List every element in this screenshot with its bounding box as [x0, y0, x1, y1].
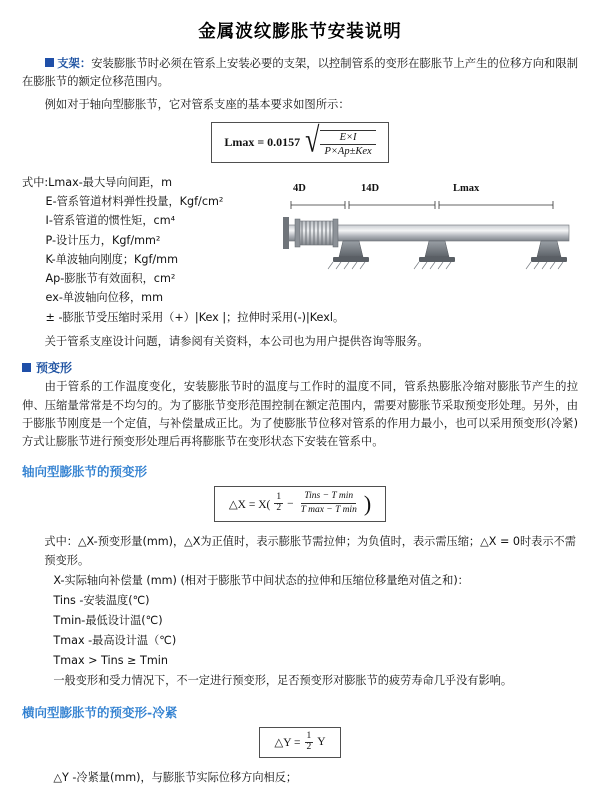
page-title: 金属波纹膨胀节安装说明: [198, 22, 402, 42]
lateral-predeform-formula: [22, 727, 578, 758]
axial-note: 一般变形和受力情况下，不一定进行预变形，足否预变形对膨胀节的疲劳寿命几乎没有影响。: [53, 674, 513, 688]
axial-formula-lhs: △X = X(: [228, 498, 271, 511]
axial-predeform-subhead: 轴向型膨胀节的预变形: [22, 463, 148, 479]
expansion-joint-figure: [283, 169, 583, 277]
lmax-formula: [22, 122, 578, 163]
predeform-section-heading: [22, 359, 578, 376]
lateral-formula-lhs: △Y =: [274, 737, 301, 750]
figure-label-14d: 14D: [361, 182, 380, 194]
bracket-section-paragraph: [22, 55, 578, 92]
lmax-numerator: E×I: [320, 132, 375, 145]
figure-drawing: [283, 199, 573, 277]
one-half-fraction: $\frac{1}{2}$: [306, 731, 312, 752]
axial-note: 式中：△X-预变形量(mm)，△X为正值时，表示膨胀节需拉伸；为负值时，表示需压缩；△X = 0时表示不需预变形。: [44, 534, 576, 568]
bracket-para3: 关于管系支座设计问题，请参阅有关资料，本公司也为用户提供咨询等服务。: [44, 335, 429, 349]
axial-note: Tins -安装温度(℃): [53, 594, 150, 608]
axial-note: X-实际轴向补偿量 (mm) (相对于膨胀节中间状态的拉伸和压缩位移量绝对值之和)：: [53, 574, 469, 588]
lmax-denominator: P×Ap±Kex: [324, 145, 372, 157]
figure-labels: [283, 183, 583, 199]
axial-predeform-notes: [22, 532, 578, 692]
definition-item: ± -膨胀节受压缩时采用（+）|Kex |；拉伸时采用(-)|Kexl。: [45, 310, 345, 324]
definition-item: I-管系管道的惯性矩，cm⁴: [45, 214, 176, 228]
predeform-marker-icon: [22, 363, 31, 372]
figure-label-4d: 4D: [293, 182, 306, 194]
definition-item: ex-单波轴向位移，mm: [45, 291, 163, 305]
figure-label-lmax: Lmax: [453, 182, 480, 194]
sqrt-icon: √ $\frac{E\times I}{\text{P×Ap±Kex}}$: [305, 128, 376, 157]
definitions-and-figure: [22, 169, 578, 327]
lateral-formula-box: [259, 727, 340, 758]
lmax-formula-box: [211, 122, 388, 163]
bracket-marker-icon: [45, 58, 54, 67]
lateral-formula-rhs: Y: [317, 736, 326, 749]
definition-item: E-管系管道材料弹性投量，Kgf/cm²: [45, 195, 224, 209]
axial-predeform-formula: [22, 486, 578, 522]
one-half-fraction: 1 2: [276, 492, 282, 513]
bracket-para1: 安装膨胀节时必须在管系上安装必要的支架，以控制管系的变形在膨胀节上产生的位移方向和限制在膨胀节的额定位移范围内。: [22, 57, 578, 89]
axial-formula-rparen: ): [363, 490, 372, 516]
predeform-para1: 由于管系的工作温度变化，安装膨胀节时的温度与工作时的温度不同，管系热膨胀冷缩对膨胀节产生的拉伸、压缩量常常是不均匀的。为了膨胀节变形范围控制在额定范围内，需要对膨胀节采取预变形处理。另外，由于膨胀节刚度是一个定值，与补偿量成正比。为了使膨胀节位移对管系的作用力最小，也可以采用预变形(冷紧)方式让膨胀节进行预变形处理后再将膨胀节在变形状态下安装在管系中。: [22, 380, 578, 449]
axial-formula-minus: −: [287, 497, 294, 510]
axial-formula-box: [214, 486, 386, 522]
predeform-heading-text: 预变形: [36, 361, 73, 376]
axial-note: Tmin-最低设计温(℃): [53, 614, 163, 628]
lateral-note: △Y -冷紧量(mm)，与膨胀节实际位移方向相反；: [53, 770, 298, 784]
definition-item: K-单波轴向刚度；Kgf/mm: [45, 252, 178, 266]
axial-note: Tmax -最高设计温（℃): [53, 634, 177, 648]
lateral-predeform-notes: [22, 768, 578, 788]
lmax-fraction: [320, 130, 375, 157]
definition-item: 式中:Lmax-最大导向间距，m: [22, 175, 172, 189]
temperature-fraction: Tins − T min T max − T min: [300, 491, 357, 515]
bracket-heading: 支架：: [57, 57, 92, 70]
definition-item: Ap-膨胀节有效面积，cm²: [45, 272, 176, 286]
axial-note: Tmax > Tins ≥ Tmin: [53, 654, 168, 668]
definition-item: P-设计压力，Kgf/mm²: [45, 233, 161, 247]
lmax-formula-lhs: Lmax = 0.0157: [224, 134, 301, 149]
lateral-predeform-subhead: 横向型膨胀节的预变形-冷紧: [22, 705, 178, 720]
bracket-para2: 例如对于轴向型膨胀节，它对管系支座的基本要求如图所示：: [44, 97, 350, 111]
